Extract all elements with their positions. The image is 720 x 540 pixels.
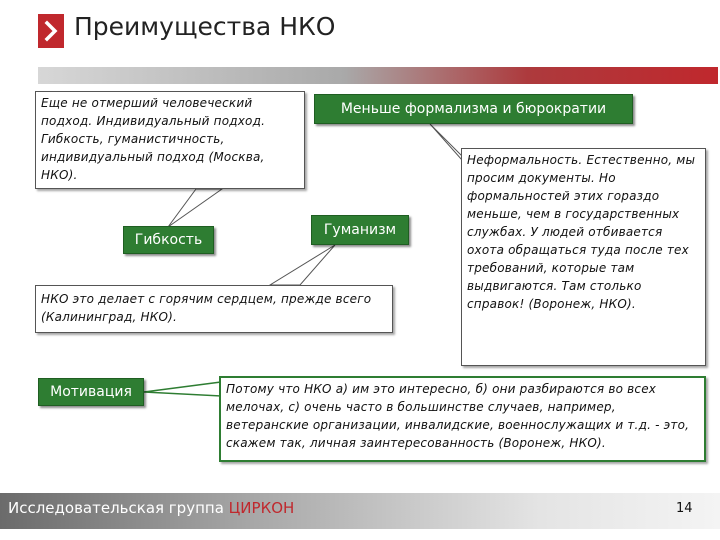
label-motivation: Мотивация [38,378,144,406]
footer-org-prefix: Исследовательская группа [8,499,229,517]
callout-motivation [219,376,706,462]
footer-org [8,499,294,517]
callout-flexibility-text: Еще не отмерший человеческий подход. Индивидуальный подход. Гибкость, гуманистичность, индивидуальный подход (Москва, НКО). [41,96,266,182]
label-flexibility: Гибкость [123,226,214,254]
callout-humanism-text: НКО это делает с горячим сердцем, прежде всего (Калининград, НКО). [41,292,372,324]
callout-flexibility [35,91,305,189]
page-number: 14 [676,501,693,516]
pointer-motivation [144,382,221,396]
callout-formalism [461,148,706,366]
footer-bar [0,493,720,529]
pointer-flexibility [168,189,222,227]
label-humanism: Гуманизм [311,215,409,245]
pointer-humanism [270,245,335,285]
page-title: Преимущества НКО [74,12,336,41]
callout-motivation-text: Потому что НКО а) им это интересно, б) они разбираются во всех мелочах, с) очень часто в большинстве случаев, например, ветеранские организации, инвалидские, военнослужащих и т.д. - это, скажем так, личная заинтересованность (Воронеж, НКО). [226,382,690,450]
callout-humanism [35,285,393,333]
callout-formalism-text: Неформальность. Естественно, мы просим документы. Но формальностей этих гораздо меньше, чем в государственных службах. У людей отбивается охота обращаться туда после тех требований, которые там выдвигаются. Там столько справок! (Воронеж, НКО). [467,153,696,311]
footer-org-brand: ЦИРКОН [228,499,295,517]
label-formalism: Меньше формализма и бюрократии [314,94,633,124]
